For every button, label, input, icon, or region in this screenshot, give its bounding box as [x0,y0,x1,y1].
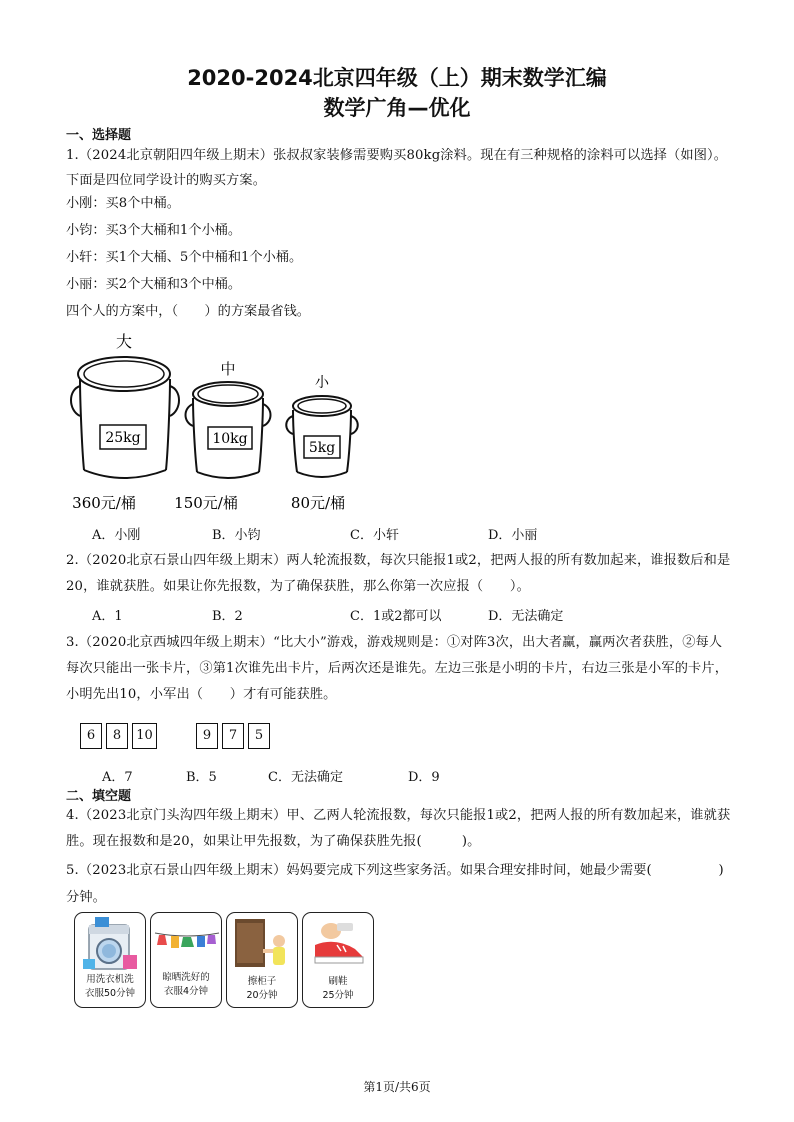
chore-card-cabinet [226,912,298,1008]
bucket-figure [60,330,370,522]
q1-option-b[interactable]: B．小钧 [212,528,261,543]
chore-card-drying-line1: 晾晒洗好的 [162,972,210,983]
bucket-small-size: 小 [315,375,329,391]
q1-plan-4: 小丽：买2个大桶和3个中桶。 [66,277,242,292]
q1-option-c[interactable]: C．小轩 [350,528,399,543]
q3-left-card-1: 6 [80,723,102,749]
q3-option-b[interactable]: B．5 [186,770,217,785]
chore-card-washing [74,912,146,1008]
q1-ask: 四个人的方案中，（ ）的方案最省钱。 [66,304,310,319]
bucket-medium-weight: 10kg [212,431,248,447]
q3-right-card-3: 5 [248,723,270,749]
chore-card-washing-line1: 用洗衣机洗 [86,974,134,985]
chore-card-shoes-line2: 25分钟 [322,990,354,1001]
shoe-brushing-icon [303,915,374,973]
chore-card-cabinet-line1: 擦柜子 [247,976,277,987]
bucket-large-weight: 25kg [105,430,141,446]
bucket-large-size: 大 [115,332,133,351]
q1-plan-3: 小轩：买1个大桶、5个中桶和1个小桶。 [66,250,303,265]
section-fill-heading: 二、填空题 [66,789,132,804]
chore-card-cabinet-line2: 20分钟 [246,990,278,1001]
page-number: 第1页/共6页 [363,1080,431,1094]
q1-plan-2: 小钧：买3个大桶和1个小桶。 [66,223,242,238]
q3-left-card-2: 8 [106,723,128,749]
bucket-medium [174,360,270,512]
q2-option-b[interactable]: B．2 [212,609,243,624]
chore-card-drying [150,912,222,1008]
q4-stem: 4.（2023北京门头沟四年级上期末）甲、乙两人轮流报数，每次只能报1或2，把两人报的所有数加起来，谁就获胜。现在报数和是20，如果让甲先报数，为了确保获胜先报( )。 [66,808,731,849]
clothesline-icon [151,923,222,963]
q3-right-card-1: 9 [196,723,218,749]
q2-stem: 2.（2020北京石景山四年级上期末）两人轮流报数，每次只能报1或2，把两人报的所有数加起来，谁报数后和是20，谁就获胜。如果让你先报数，为了确保获胜，那么你第一次应报（ ）。 [66,553,731,594]
q3-option-a[interactable]: A．7 [102,770,133,785]
chore-card-washing-line2: 衣服50分钟 [84,988,136,999]
section-choice-heading: 一、选择题 [66,128,132,143]
q2-option-c[interactable]: C．1或2都可以 [350,609,442,624]
cabinet-cleaning-icon [227,915,298,973]
q1-option-a[interactable]: A．小刚 [92,528,141,543]
bucket-small [286,375,358,512]
chore-card-drying-line2: 衣服4分钟 [163,986,209,997]
bucket-large-price: 360元/桶 [72,494,136,512]
q3-stem: 3.（2020北京西城四年级上期末）“比大小”游戏，游戏规则是：①对阵3次，出大者赢，赢两次者获胜，②每人每次只能出一张卡片，③第1次谁先出卡片，后两次还是谁先。左边三张是小明的卡片，右边三张是小军的卡片，小明先出10，小军出（ ）才有可能获胜。 [66,635,729,702]
q1-plan-1: 小刚：买8个中桶。 [66,196,180,211]
bucket-medium-price: 150元/桶 [174,494,238,512]
page-subtitle: 数学广角—优化 [323,96,471,120]
page-title: 2020-2024北京四年级（上）期末数学汇编 [187,66,607,90]
q3-right-card-2: 7 [222,723,244,749]
chore-card-shoes [302,912,374,1008]
q2-option-d[interactable]: D．无法确定 [488,609,564,624]
q1-stem: 1.（2024北京朝阳四年级上期末）张叔叔家装修需要购买80kg涂料。现在有三种规格的涂料可以选择（如图）。下面是四位同学设计的购买方案。 [66,148,728,188]
chore-card-shoes-line1: 刷鞋 [328,976,348,987]
q2-option-a[interactable]: A．1 [92,609,123,624]
q3-option-c[interactable]: C．无法确定 [268,770,343,785]
bucket-large [71,332,179,512]
bucket-small-price: 80元/桶 [290,494,346,512]
q1-option-d[interactable]: D．小丽 [488,528,538,543]
washing-machine-icon [75,915,146,975]
q3-left-card-3: 10 [132,723,157,749]
bucket-medium-size: 中 [220,360,236,378]
q3-option-d[interactable]: D．9 [408,770,440,785]
bucket-small-weight: 5kg [308,440,336,456]
q5-stem: 5.（2023北京石景山四年级上期末）妈妈要完成下列这些家务活。如果合理安排时间，她最少需要( )分钟。 [66,863,724,905]
